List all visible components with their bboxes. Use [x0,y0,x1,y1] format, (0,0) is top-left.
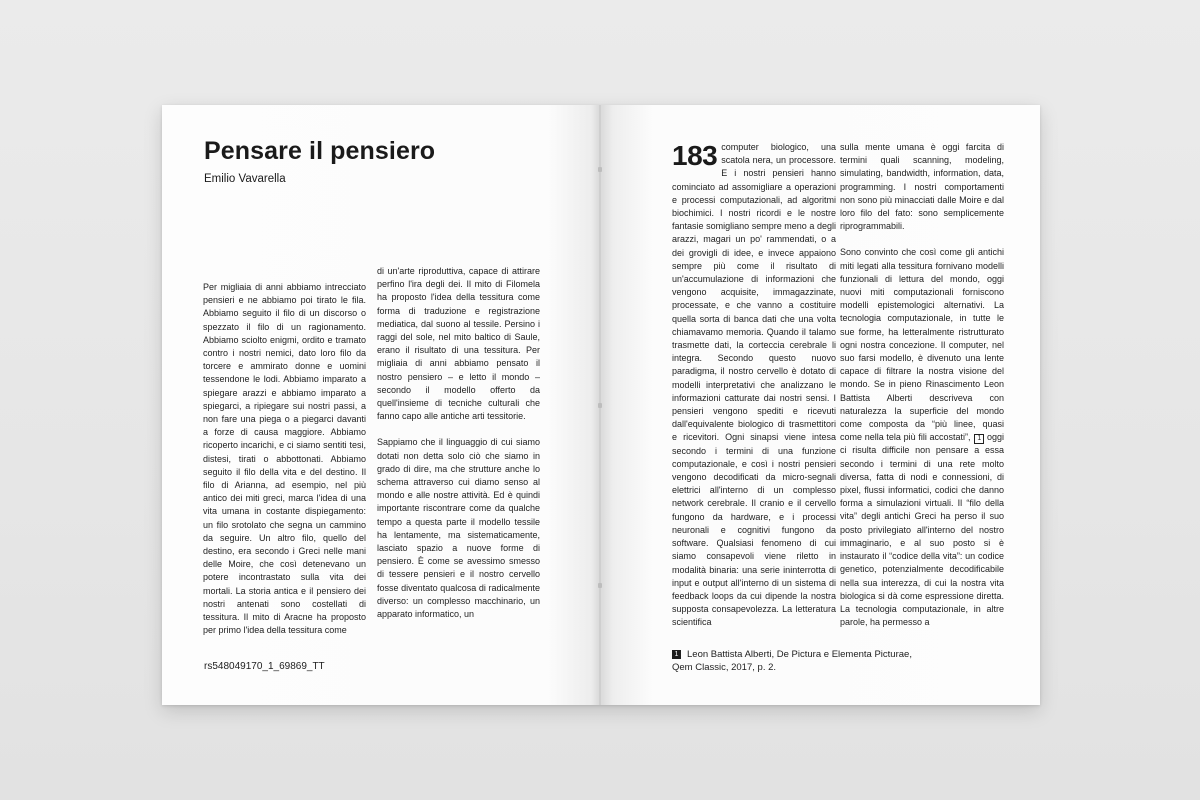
footnote-text-line-2: Qem Classic, 2017, p. 2. [672,662,777,673]
right-column-1 [672,141,836,630]
left-column-2 [377,265,540,621]
binding-stitch [598,583,602,588]
footnote-text-line-1: Leon Battista Alberti, De Pictura e Elementa Picturae, [687,649,912,660]
left-column-1 [203,281,366,637]
paragraph: sulla mente umana è oggi farcita di termini quali scanning, modeling, simulating, bandwidth, information, data, programming. I nostri comportamenti non sono più minacciati dalle Moire e dal loro filo del fato: sono semplicemente riprogrammabili. [840,142,1004,232]
open-book [162,105,1040,705]
footnote [672,648,1012,674]
right-column-2 [840,141,1004,629]
footnote-reference[interactable]: 1 [974,434,984,444]
paragraph: Per migliaia di anni abbiamo intrecciato pensieri e ne abbiamo poi tirato le fila. Abbiamo seguito il filo di un discorso o spezzato il filo di un ragionamento. Abbiamo sciolto enigmi, ordito e tramato contro i nostri nemici, dato loro filo da torcere e ammirato donne e uomini tessendone le lodi. Abbiamo imparato a spiegare arazzi e abbiamo imparato a spiegarci, a ripiegare sui nostri passi, a non fare una piega o a piegarci davanti a forze di causa maggiore. Abbiamo ricoperto incarichi, e ci siamo sentiti tesi, distesi, tirati o abbottonati. Abbiamo seguito il filo della vita e del destino. Il filo di Arianna, ad esempio, nel più antico dei miti greci, marca l'idea di una vita umana in costante dispiegamento: un filo srotolato che segna un cammino da seguire. Un altro filo, quello del destino, era secondo i Greci nelle mani delle Moire, che così detenevano un potere incontrastato sulla vita dei mortali. La storia antica e il pensiero dei nostri antenati sono costellati di tessitura. Il mito di Aracne ha proposto per primo l'idea della tessitura come [203,282,366,636]
page-title: Pensare il pensiero [204,137,436,165]
paragraph [840,246,1004,629]
left-page [162,105,600,705]
author-name: Emilio Vavarella [204,173,286,185]
paragraph: di un'arte riproduttiva, capace di attirare perfino l'ira degli dei. Il mito di Filomela ha proposto l'idea della tessitura come forma di traduzione e registrazione mediatica, dal suono al tessile. Persino i raggi del sole, nel mito baltico di Saule, erano il risultato di una tessitura. Per migliaia di anni abbiamo pensato il nostro pensiero – e letto il mondo – secondo il modello offerto da quell'insieme di tecniche culturali che fanno capo alle antiche arti tessitorie. [377,266,540,422]
paragraph-part: Sono convinto che così come gli antichi miti legati alla tessitura fornivano modelli funzionali di lettura del mondo, oggi nuovi miti computazionali forniscono modelli epistemologici alternativi. La tecnologia computazionale, in tutte le sue forme, ha letteralmente ristrutturato ogni nostra concezione. Il computer, nel suo farsi modello, è divenuto una lente capace di filtrare la nostra visione del mondo. Se in pieno Rinascimento Leon Battista Alberti descriveva con naturalezza la superficie del mondo come composta da “più linee, quasi come nella tela più fili accostati”, [840,247,1004,443]
page-number: 183 [672,140,718,171]
binding-stitch [598,403,602,408]
paragraph-part: oggi ci risulta difficile non pensare a essa secondo i termini di una rete molto diversa, fatta di nodi e connessioni, di pixel, flussi informatici, codici che danno forma a simulazioni virtuali. Il “filo della vita” degli antichi Greci ha perso il suo posto privilegiato all'interno del nostro immaginario, e al suo posto si è instaurato il “codice della vita”: un codice genetico, potenzialmente decodificabile nella sua interezza, di cui la nostra vita biologica si dà come espressione diretta. La tecnologia computazionale, in altre parole, ha permesso a [840,432,1004,628]
footnote-number: 1 [672,650,681,659]
right-page [600,105,1040,705]
document-code: rs548049170_1_69869_TT [204,661,325,672]
paragraph: computer biologico, una scatola nera, un processore. E i nostri pensieri hanno cominciato ad assomigliare a operazioni e processi computazionali, ad algoritmi biochimici. I nostri ricordi e le nostre fantasie somigliano sempre meno a degli arazzi, magari un po' rammendati, o a dei grovigli di idee, e invece appaiono sempre più come il risultato di un'accumulazione di informazioni che vengono acquisite, immagazzinate, processate, e che vanno a costituire quella sorta di banca dati che una volta chiamavamo memoria. Quando il talamo trasmette dati, la corteccia cerebrale li integra. Secondo questo nuovo paradigma, il nostro cervello è dotato di modelli interpretativi che analizzano le informazioni catturate dai nostri sensi. I pensieri vengono spediti e ricevuti dall'equivalente biologico di trasmettitori e ricevitori. Ogni sinapsi viene intesa secondo i termini di una funzione computazionale, e così i nostri pensieri vengono decodificati da micro-segnali elettrici all'interno di un complesso network cerebrale. Il cranio e il cervello fungono da hardware, e i processi neuronali e cognitivi fungono da software. Qualsiasi fenomeno di cui siamo consapevoli viene riletto in modalità binaria: una serie ininterrotta di input e output all'interno di un sistema di feedback loops da cui dipende la nostra supposta consapevolezza. La letteratura scientifica [672,142,836,628]
binding-stitch [598,167,602,172]
paragraph: Sappiamo che il linguaggio di cui siamo dotati non detta solo ciò che siamo in grado di dire, ma che strutture anche lo schema attraverso cui diamo senso al mondo e alle nostre attività. Ed è quindi importante riscontrare come da qualche tempo a questa parte il modello tessile ha lentamente, ma sistematicamente, lasciato spazio a nuove forme di pensiero. È come se avessimo smesso di tessere pensieri e il nostro cervello fosse diventato qualcosa di radicalmente diverso: un complesso macchinario, un apparato informatico, un [377,437,540,620]
